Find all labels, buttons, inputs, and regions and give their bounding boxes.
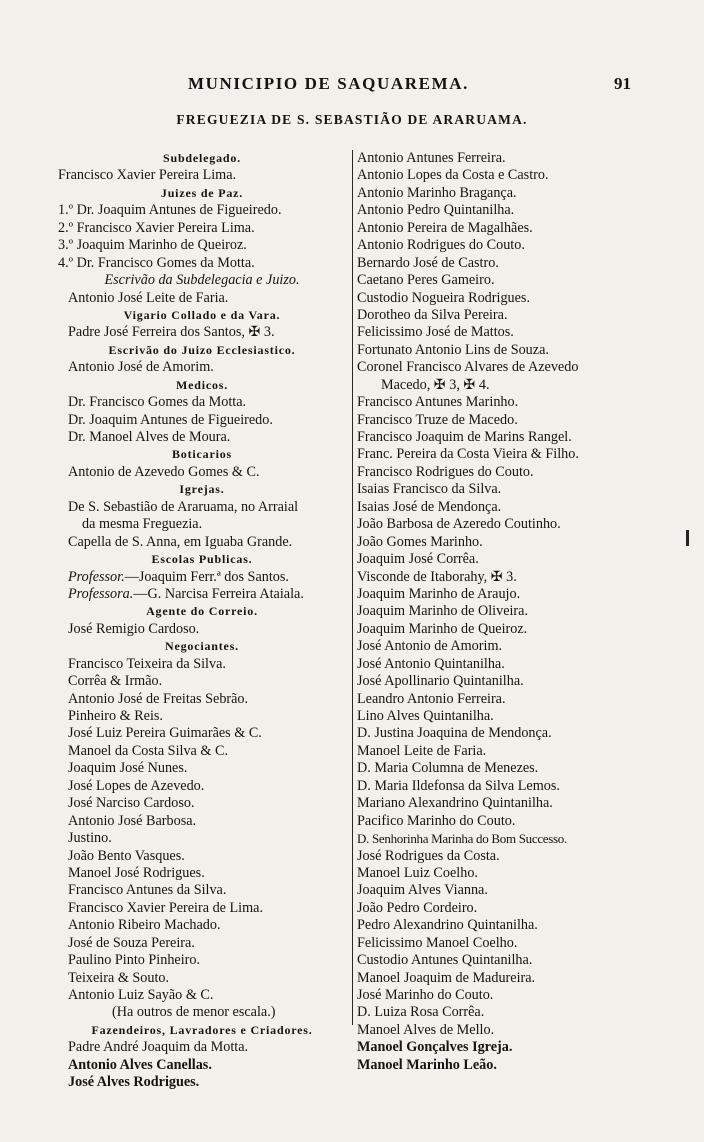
list-item: Visconde de Itaborahy, ✠ 3. — [357, 568, 517, 585]
heading-escrivao-subdelegacia: Escrivão da Subdelegacia e Juizo. — [104, 272, 300, 289]
list-item: Antonio Rodrigues do Couto. — [357, 237, 525, 254]
juiz-1: 1.º Dr. Joaquim Antunes de Figueiredo. — [58, 202, 282, 219]
list-item: Dorotheo da Silva Pereira. — [357, 306, 508, 323]
left-column — [58, 150, 346, 1092]
list-item: Manoel Alves de Mello. — [357, 1021, 495, 1038]
heading-agente-correio: Agente do Correio. — [146, 604, 258, 619]
list-item: José Narciso Cardoso. — [68, 795, 195, 812]
list-item: Francisco Truze de Macedo. — [357, 411, 518, 428]
heading-igrejas: Igrejas. — [179, 482, 225, 497]
list-item: José Apollinario Quintanilha. — [357, 673, 524, 690]
list-item: José Rodrigues da Costa. — [357, 847, 500, 864]
list-item: D. Maria Columna de Menezes. — [357, 760, 539, 777]
igreja-1-line-1: De S. Sebastião de Araruama, no Arraial — [68, 498, 299, 515]
right-column — [352, 150, 657, 1073]
list-item: Antonio Pereira de Magalhães. — [357, 219, 533, 236]
outros-note: (Ha outros de menor escala.) — [112, 1004, 276, 1021]
list-item: Paulino Pinto Pinheiro. — [68, 952, 201, 969]
list-item: Antonio Pedro Quintanilha. — [357, 202, 515, 219]
list-item: Joaquim José Nunes. — [68, 760, 188, 777]
list-item: Francisco Xavier Pereira de Lima. — [68, 899, 263, 916]
escola-2-name: —G. Narcisa Ferreira Ataiala. — [133, 585, 304, 602]
margin-mark — [686, 530, 689, 546]
escola-1-name: —Joaquim Ferr.ª dos Santos. — [124, 568, 289, 585]
list-item: José Marinho do Couto. — [357, 987, 494, 1003]
heading-boticarios: Boticarios — [172, 447, 232, 462]
heading-negociantes: Negociantes. — [165, 639, 239, 654]
list-item: Francisco Antunes Marinho. — [357, 394, 519, 411]
list-item: Leandro Antonio Ferreira. — [357, 690, 506, 707]
list-item: Antonio José Barbosa. — [68, 812, 197, 829]
heading-vigario: Vigario Collado e da Vara. — [123, 307, 281, 322]
escola-2-label: Professora. — [68, 585, 134, 602]
list-item: Antonio Ribeiro Machado. — [68, 917, 221, 934]
list-item: José de Souza Pereira. — [68, 934, 195, 951]
list-item: Antonio Lopes da Costa e Castro. — [357, 167, 549, 184]
escola-1 — [58, 569, 346, 586]
list-item: Joaquim Marinho de Oliveira. — [357, 603, 528, 620]
list-item: José Alves Rodrigues. — [68, 1074, 200, 1091]
juiz-2: 2.º Francisco Xavier Pereira Lima. — [58, 219, 255, 236]
list-item: Manoel José Rodrigues. — [68, 864, 205, 881]
section-title: FREGUEZIA DE S. SEBASTIÃO DE ARARUAMA. — [176, 112, 528, 127]
list-item: Custodio Nogueira Rodrigues. — [357, 289, 530, 306]
list-item: Pacifico Marinho do Couto. — [357, 812, 516, 829]
list-item: Isaias Francisco da Silva. — [357, 481, 502, 498]
list-item: José Antonio de Amorim. — [357, 638, 503, 655]
list-item: João Gomes Marinho. — [357, 533, 483, 550]
agente-correio-name: José Remigio Cardoso. — [68, 620, 200, 637]
juiz-3: 3.º Joaquim Marinho de Queiroz. — [58, 237, 247, 254]
list-item: Isaias José de Mendonça. — [357, 498, 502, 515]
page-title: MUNICIPIO DE SAQUAREMA. — [188, 74, 469, 93]
list-item: Joaquim José Corrêa. — [357, 551, 479, 568]
medico-2: Dr. Joaquim Antunes de Figueiredo. — [68, 411, 273, 428]
heading-escrivao-ecclesiastico: Escrivão do Juizo Ecclesiastico. — [108, 342, 296, 357]
page-number: 91 — [614, 74, 631, 93]
list-item: Manoel Leite de Faria. — [357, 742, 487, 759]
list-item: Franc. Pereira da Costa Vieira & Filho. — [357, 446, 579, 463]
list-item: Lino Alves Quintanilha. — [357, 708, 494, 724]
list-item: Teixeira & Souto. — [68, 969, 170, 986]
list-item: Coronel Francisco Alvares de Azevedo — [357, 359, 579, 376]
list-item: João Bento Vasques. — [68, 847, 185, 864]
list-item: José Lopes de Azevedo. — [68, 777, 205, 794]
escrivao-ecclesiastico-name: Antonio José de Amorim. — [68, 359, 214, 376]
list-item: Antonio José de Freitas Sebrão. — [68, 690, 249, 707]
list-item: José Antonio Quintanilha. — [357, 655, 505, 672]
list-item: Felicissimo José de Mattos. — [357, 324, 514, 341]
list-item: Macedo, ✠ 3, ✠ 4. — [381, 376, 490, 393]
list-item: José Luiz Pereira Guimarães & C. — [68, 725, 262, 742]
list-item: Joaquim Marinho de Araujo. — [357, 585, 521, 602]
page-header — [0, 74, 704, 96]
vigario-name: Padre José Ferreira dos Santos, ✠ 3. — [68, 324, 275, 341]
igreja-2: Capella de S. Anna, em Iguaba Grande. — [68, 533, 293, 550]
list-item: Pinheiro & Reis. — [68, 708, 163, 724]
escrivao-subdelegacia-name: Antonio José Leite de Faria. — [68, 289, 229, 306]
list-item: Francisco Antunes da Silva. — [68, 882, 227, 899]
medico-3: Dr. Manoel Alves de Moura. — [68, 429, 231, 445]
list-item: Joaquim Marinho de Queiroz. — [357, 620, 528, 637]
list-item: Felicissimo Manoel Coelho. — [357, 934, 518, 951]
list-item: D. Luiza Rosa Corrêa. — [357, 1004, 485, 1021]
list-item: Joaquim Alves Vianna. — [357, 882, 488, 899]
list-item: Fortunato Antonio Lins de Souza. — [357, 341, 549, 358]
medico-1: Dr. Francisco Gomes da Motta. — [68, 394, 247, 411]
heading-subdelegado: Subdelegado. — [163, 151, 241, 165]
list-item: Manoel Gonçalves Igreja. — [357, 1039, 513, 1056]
list-item: Manoel da Costa Silva & C. — [68, 742, 228, 759]
list-item: Justino. — [68, 830, 112, 847]
list-item: D. Justina Joaquina de Mendonça. — [357, 725, 552, 742]
list-item: Custodio Antunes Quintanilha. — [357, 952, 533, 969]
list-item: João Barbosa de Azeredo Coutinho. — [357, 516, 561, 533]
list-item: D. Maria Ildefonsa da Silva Lemos. — [357, 777, 560, 794]
list-item: Mariano Alexandrino Quintanilha. — [357, 795, 553, 812]
subdelegado-name: Francisco Xavier Pereira Lima. — [58, 167, 237, 184]
list-item: Caetano Peres Gameiro. — [357, 272, 495, 289]
list-item: Padre André Joaquim da Motta. — [68, 1039, 249, 1056]
heading-fazendeiros: Fazendeiros, Lavradores e Criadores. — [91, 1022, 313, 1037]
list-item: Pedro Alexandrino Quintanilha. — [357, 917, 538, 934]
escola-1-label: Professor. — [68, 568, 125, 585]
list-item: Francisco Rodrigues do Couto. — [357, 463, 534, 480]
list-item: Manoel Joaquim de Madureira. — [357, 969, 536, 986]
list-item: Francisco Teixeira da Silva. — [68, 655, 226, 672]
list-item: Bernardo José de Castro. — [357, 254, 499, 271]
list-item: Antonio Marinho Bragança. — [357, 184, 517, 201]
heading-escolas: Escolas Publicas. — [151, 552, 253, 567]
list-item: Antonio Alves Canellas. — [68, 1056, 212, 1073]
igreja-1-line-2: da mesma Freguezia. — [82, 516, 203, 533]
list-item: Antonio Antunes Ferreira. — [357, 150, 506, 166]
escola-2 — [58, 586, 346, 603]
list-item: Francisco Joaquim de Marins Rangel. — [357, 429, 572, 445]
list-item: João Pedro Cordeiro. — [357, 899, 478, 916]
boticario-name: Antonio de Azevedo Gomes & C. — [68, 463, 260, 480]
heading-juizes: Juizes de Paz. — [160, 185, 244, 200]
list-item: Manoel Luiz Coelho. — [357, 864, 478, 881]
list-item: Antonio Luiz Sayão & C. — [68, 987, 214, 1003]
list-item: D. Senhorinha Marinha do Bom Successo. — [357, 831, 567, 847]
heading-medicos: Medicos. — [175, 377, 229, 392]
juiz-4: 4.º Dr. Francisco Gomes da Motta. — [58, 254, 255, 271]
list-item: Manoel Marinho Leão. — [357, 1056, 497, 1073]
list-item: Corrêa & Irmão. — [68, 673, 163, 690]
